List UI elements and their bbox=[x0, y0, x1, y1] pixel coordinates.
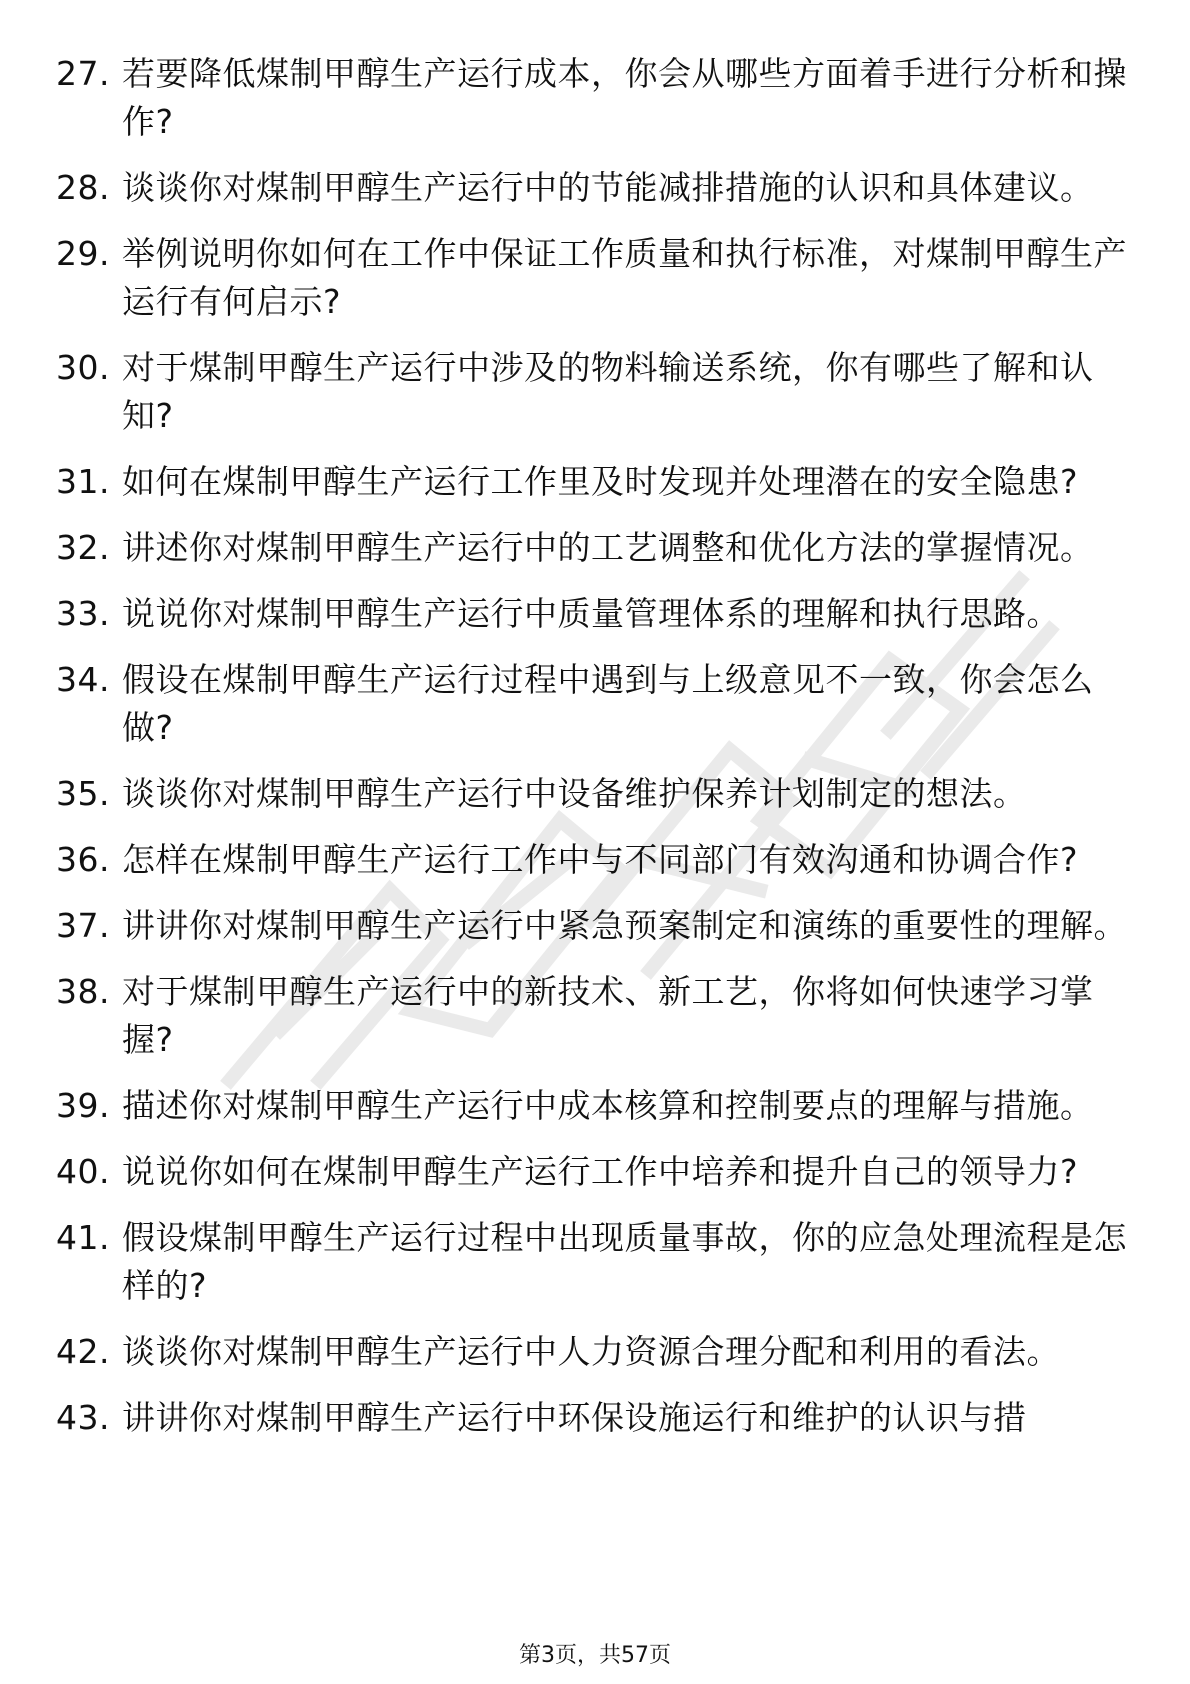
question-text: 谈谈你对煤制甲醇生产运行中的节能减排措施的认识和具体建议。 bbox=[122, 168, 1094, 207]
list-item bbox=[56, 1328, 1136, 1376]
question-number: 30. bbox=[56, 348, 110, 387]
list-item bbox=[56, 344, 1136, 440]
question-text: 讲讲你对煤制甲醇生产运行中紧急预案制定和演练的重要性的理解。 bbox=[122, 906, 1127, 945]
question-text: 对于煤制甲醇生产运行中的新技术、新工艺，你将如何快速学习掌握? bbox=[122, 972, 1094, 1059]
question-text: 说说你如何在煤制甲醇生产运行工作中培养和提升自己的领导力? bbox=[122, 1152, 1079, 1191]
list-item bbox=[56, 1394, 1136, 1442]
question-text: 若要降低煤制甲醇生产运行成本，你会从哪些方面着手进行分析和操作? bbox=[122, 54, 1127, 141]
question-number: 43. bbox=[56, 1398, 110, 1437]
list-item bbox=[56, 230, 1136, 326]
list-item bbox=[56, 1214, 1136, 1310]
question-number: 39. bbox=[56, 1086, 110, 1125]
question-number: 40. bbox=[56, 1152, 110, 1191]
question-number: 36. bbox=[56, 840, 110, 879]
question-number: 34. bbox=[56, 660, 110, 699]
list-item bbox=[56, 968, 1136, 1064]
list-item bbox=[56, 1148, 1136, 1196]
question-number: 27. bbox=[56, 54, 110, 93]
question-text: 如何在煤制甲醇生产运行工作里及时发现并处理潜在的安全隐患? bbox=[122, 462, 1079, 501]
question-number: 42. bbox=[56, 1332, 110, 1371]
question-number: 31. bbox=[56, 462, 110, 501]
question-number: 35. bbox=[56, 774, 110, 813]
question-text: 描述你对煤制甲醇生产运行中成本核算和控制要点的理解与措施。 bbox=[122, 1086, 1094, 1125]
question-text: 讲讲你对煤制甲醇生产运行中环保设施运行和维护的认识与措 bbox=[122, 1398, 1027, 1437]
list-item bbox=[56, 50, 1136, 146]
question-number: 41. bbox=[56, 1218, 110, 1257]
question-number: 29. bbox=[56, 234, 110, 273]
question-text: 说说你对煤制甲醇生产运行中质量管理体系的理解和执行思路。 bbox=[122, 594, 1060, 633]
list-item bbox=[56, 1082, 1136, 1130]
question-text: 谈谈你对煤制甲醇生产运行中人力资源合理分配和利用的看法。 bbox=[122, 1332, 1060, 1371]
question-list bbox=[56, 50, 1136, 1460]
question-text: 讲述你对煤制甲醇生产运行中的工艺调整和优化方法的掌握情况。 bbox=[122, 528, 1094, 567]
list-item bbox=[56, 902, 1136, 950]
question-text: 谈谈你对煤制甲醇生产运行中设备维护保养计划制定的想法。 bbox=[122, 774, 1027, 813]
list-item bbox=[56, 590, 1136, 638]
question-number: 37. bbox=[56, 906, 110, 945]
question-text: 举例说明你如何在工作中保证工作质量和执行标准，对煤制甲醇生产运行有何启示? bbox=[122, 234, 1127, 321]
list-item bbox=[56, 656, 1136, 752]
question-number: 28. bbox=[56, 168, 110, 207]
page-number-footer: 第3页，共57页 bbox=[519, 1643, 671, 1668]
list-item bbox=[56, 458, 1136, 506]
list-item bbox=[56, 524, 1136, 572]
question-number: 32. bbox=[56, 528, 110, 567]
list-item bbox=[56, 770, 1136, 818]
list-item bbox=[56, 836, 1136, 884]
question-number: 38. bbox=[56, 972, 110, 1011]
question-number: 33. bbox=[56, 594, 110, 633]
question-text: 对于煤制甲醇生产运行中涉及的物料输送系统，你有哪些了解和认知? bbox=[122, 348, 1094, 435]
question-text: 怎样在煤制甲醇生产运行工作中与不同部门有效沟通和协调合作? bbox=[122, 840, 1079, 879]
question-text: 假设在煤制甲醇生产运行过程中遇到与上级意见不一致，你会怎么做? bbox=[122, 660, 1094, 747]
question-text: 假设煤制甲醇生产运行过程中出现质量事故，你的应急处理流程是怎样的? bbox=[122, 1218, 1127, 1305]
list-item bbox=[56, 164, 1136, 212]
